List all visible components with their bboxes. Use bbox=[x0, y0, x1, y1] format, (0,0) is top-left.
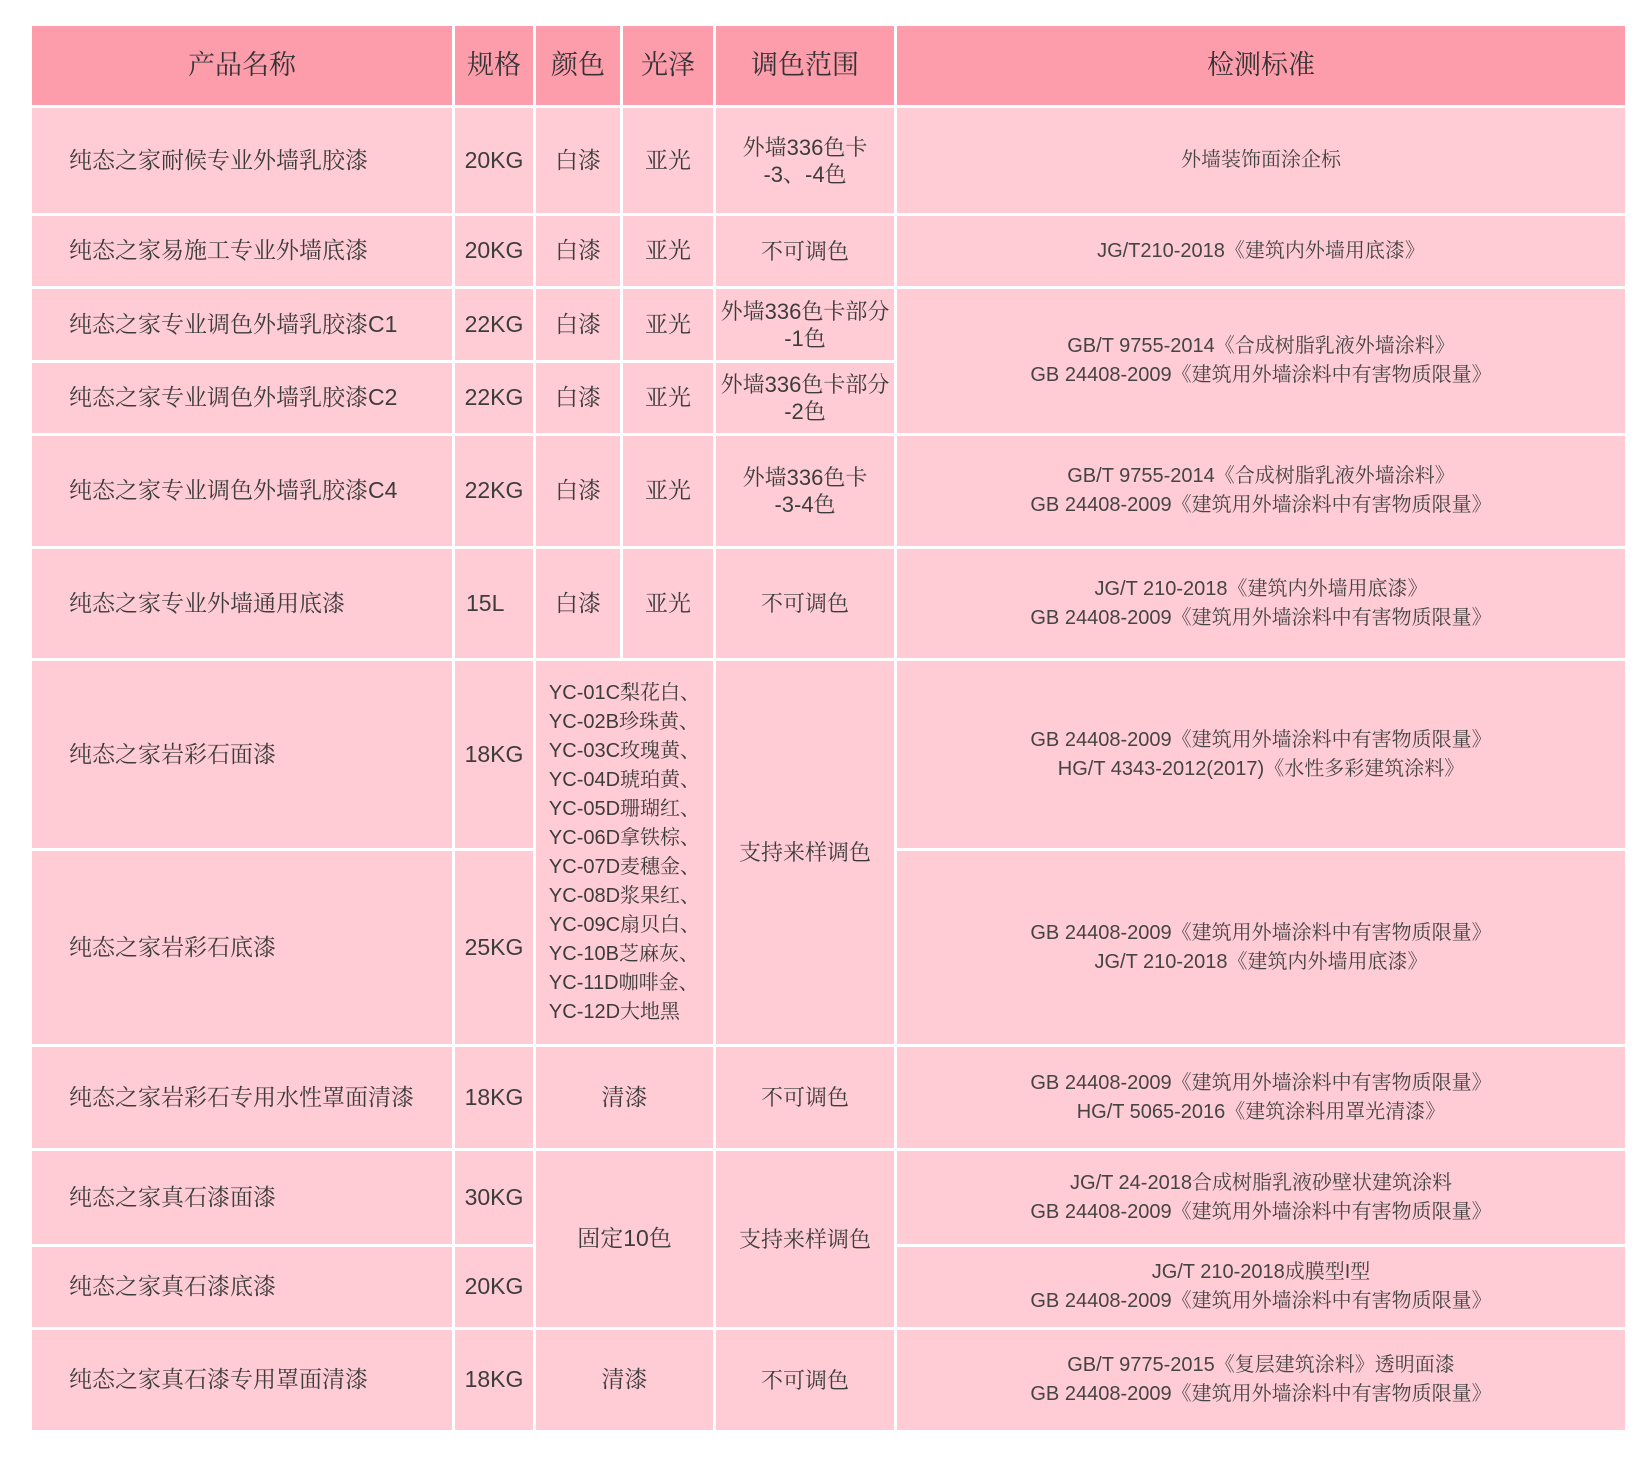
standard-line: GB 24408-2009《建筑用外墙涂料中有害物质限量》 bbox=[1030, 1071, 1492, 1094]
product-name-cell: 纯态之家岩彩石底漆 bbox=[31, 850, 454, 1046]
color-cell: 白漆 bbox=[535, 215, 622, 288]
color-list-cell bbox=[535, 660, 715, 1046]
standard-cell bbox=[896, 850, 1627, 1046]
spec-cell: 18KG bbox=[454, 1046, 535, 1150]
standard-cell bbox=[896, 1046, 1627, 1150]
standard-line: JG/T 210-2018成膜型I型 bbox=[1151, 1261, 1371, 1283]
standard-line: GB 24408-2009《建筑用外墙涂料中有害物质限量》 bbox=[1030, 1200, 1492, 1223]
spec-cell: 20KG bbox=[454, 1246, 535, 1329]
product-name-cell: 纯态之家岩彩石面漆 bbox=[31, 660, 454, 850]
product-name-cell: 纯态之家耐候专业外墙乳胶漆 bbox=[31, 107, 454, 215]
gloss-cell: 亚光 bbox=[622, 107, 715, 215]
standard-line: GB/T 9755-2014《合成树脂乳液外墙涂料》 bbox=[1067, 465, 1455, 487]
color-cell: 白漆 bbox=[535, 548, 622, 660]
color-list-item: YC-03C玫瑰黄、 bbox=[548, 739, 701, 762]
header-row bbox=[31, 25, 1627, 107]
header-product-name: 产品名称 bbox=[31, 25, 454, 107]
standard-line: GB 24408-2009《建筑用外墙涂料中有害物质限量》 bbox=[1030, 606, 1492, 629]
standard-line: JG/T 210-2018《建筑内外墙用底漆》 bbox=[1094, 577, 1428, 600]
product-name-cell: 纯态之家真石漆专用罩面清漆 bbox=[31, 1329, 454, 1432]
gloss-cell: 亚光 bbox=[622, 215, 715, 288]
color-list-item: YC-07D麦穗金、 bbox=[548, 855, 701, 878]
product-name-cell: 纯态之家真石漆底漆 bbox=[31, 1246, 454, 1329]
standard-cell bbox=[896, 435, 1627, 548]
table-row bbox=[31, 107, 1627, 215]
table-row bbox=[31, 215, 1627, 288]
standard-cell bbox=[896, 288, 1627, 435]
color-cell: 固定10色 bbox=[535, 1150, 715, 1329]
standard-line: GB 24408-2009《建筑用外墙涂料中有害物质限量》 bbox=[1030, 364, 1492, 386]
color-cell: 白漆 bbox=[535, 435, 622, 548]
spec-cell: 20KG bbox=[454, 107, 535, 215]
standard-line: HG/T 5065-2016《建筑涂料用罩光清漆》 bbox=[1076, 1100, 1446, 1123]
color-cell: 白漆 bbox=[535, 107, 622, 215]
tint-range-cell: 不可调色 bbox=[715, 548, 896, 660]
color-list bbox=[549, 679, 700, 1027]
table-body bbox=[31, 25, 1627, 1432]
table-row bbox=[31, 1329, 1627, 1432]
standard-cell bbox=[896, 1246, 1627, 1329]
product-name-cell: 纯态之家岩彩石专用水性罩面清漆 bbox=[31, 1046, 454, 1150]
header-standard: 检测标准 bbox=[896, 25, 1627, 107]
color-list-item: YC-02B珍珠黄、 bbox=[548, 710, 699, 733]
table-row bbox=[31, 1150, 1627, 1246]
standard-line: GB 24408-2009《建筑用外墙涂料中有害物质限量》 bbox=[1030, 921, 1492, 944]
standard-line: GB 24408-2009《建筑用外墙涂料中有害物质限量》 bbox=[1030, 1290, 1492, 1312]
header-tint-range: 调色范围 bbox=[715, 25, 896, 107]
standard-line: JG/T210-2018《建筑内外墙用底漆》 bbox=[1097, 239, 1425, 262]
tint-range-cell: 不可调色 bbox=[715, 215, 896, 288]
gloss-cell: 亚光 bbox=[622, 288, 715, 362]
spec-cell: 15L bbox=[454, 548, 535, 660]
table-row bbox=[31, 660, 1627, 850]
color-cell: 白漆 bbox=[535, 288, 622, 362]
spec-cell: 22KG bbox=[454, 435, 535, 548]
standard-line: GB/T 9755-2014《合成树脂乳液外墙涂料》 bbox=[1067, 335, 1455, 357]
spec-cell: 18KG bbox=[454, 660, 535, 850]
spec-cell: 22KG bbox=[454, 288, 535, 362]
standard-line: JG/T 24-2018合成树脂乳液砂壁状建筑涂料 bbox=[1070, 1171, 1452, 1194]
table-row bbox=[31, 288, 1627, 362]
standard-line: GB 24408-2009《建筑用外墙涂料中有害物质限量》 bbox=[1030, 1383, 1492, 1405]
table-row bbox=[31, 435, 1627, 548]
color-list-item: YC-10B芝麻灰、 bbox=[548, 942, 699, 965]
product-name-cell: 纯态之家专业调色外墙乳胶漆C2 bbox=[31, 362, 454, 435]
color-cell: 清漆 bbox=[535, 1046, 715, 1150]
color-list-item: YC-06D拿铁棕、 bbox=[548, 826, 701, 849]
product-name-cell: 纯态之家专业外墙通用底漆 bbox=[31, 548, 454, 660]
standard-cell bbox=[896, 215, 1627, 288]
standard-cell bbox=[896, 107, 1627, 215]
spec-cell: 25KG bbox=[454, 850, 535, 1046]
standard-cell bbox=[896, 660, 1627, 850]
standard-line: 外墙装饰面涂企标 bbox=[1181, 149, 1341, 171]
color-list-item: YC-09C扇贝白、 bbox=[548, 913, 701, 936]
color-list-item: YC-01C梨花白、 bbox=[548, 681, 701, 704]
spec-table bbox=[29, 23, 1628, 1433]
spec-cell: 22KG bbox=[454, 362, 535, 435]
color-list-item: YC-05D珊瑚红、 bbox=[548, 797, 701, 820]
tint-range-cell: 外墙336色卡部分 -2色 bbox=[715, 362, 896, 435]
product-name-cell: 纯态之家真石漆面漆 bbox=[31, 1150, 454, 1246]
spec-cell: 20KG bbox=[454, 215, 535, 288]
gloss-cell: 亚光 bbox=[622, 362, 715, 435]
tint-range-cell: 不可调色 bbox=[715, 1329, 896, 1432]
gloss-cell: 亚光 bbox=[622, 435, 715, 548]
standard-line: HG/T 4343-2012(2017)《水性多彩建筑涂料》 bbox=[1057, 757, 1465, 780]
tint-range-cell: 支持来样调色 bbox=[715, 1150, 896, 1329]
color-list-item: YC-12D大地黑 bbox=[548, 1000, 681, 1023]
gloss-cell: 亚光 bbox=[622, 548, 715, 660]
standard-line: JG/T 210-2018《建筑内外墙用底漆》 bbox=[1094, 950, 1428, 973]
tint-range-cell: 外墙336色卡部分 -1色 bbox=[715, 288, 896, 362]
header-spec: 规格 bbox=[454, 25, 535, 107]
product-name-cell: 纯态之家专业调色外墙乳胶漆C4 bbox=[31, 435, 454, 548]
standard-line: GB/T 9775-2015《复层建筑涂料》透明面漆 bbox=[1067, 1354, 1455, 1376]
tint-range-cell: 不可调色 bbox=[715, 1046, 896, 1150]
header-color: 颜色 bbox=[535, 25, 622, 107]
header-gloss: 光泽 bbox=[622, 25, 715, 107]
product-name-cell: 纯态之家易施工专业外墙底漆 bbox=[31, 215, 454, 288]
spec-cell: 18KG bbox=[454, 1329, 535, 1432]
color-list-item: YC-04D琥珀黄、 bbox=[548, 768, 701, 791]
standard-line: GB 24408-2009《建筑用外墙涂料中有害物质限量》 bbox=[1030, 494, 1492, 516]
color-cell: 清漆 bbox=[535, 1329, 715, 1432]
standard-cell bbox=[896, 1150, 1627, 1246]
tint-range-cell: 支持来样调色 bbox=[715, 660, 896, 1046]
color-cell: 白漆 bbox=[535, 362, 622, 435]
standard-cell bbox=[896, 1329, 1627, 1432]
standard-line: GB 24408-2009《建筑用外墙涂料中有害物质限量》 bbox=[1030, 728, 1492, 751]
spec-cell: 30KG bbox=[454, 1150, 535, 1246]
table-row bbox=[31, 1046, 1627, 1150]
color-list-item: YC-11D咖啡金、 bbox=[548, 971, 699, 994]
table-row bbox=[31, 548, 1627, 660]
tint-range-cell: 外墙336色卡 -3-4色 bbox=[715, 435, 896, 548]
standard-cell bbox=[896, 548, 1627, 660]
tint-range-cell: 外墙336色卡 -3、-4色 bbox=[715, 107, 896, 215]
product-name-cell: 纯态之家专业调色外墙乳胶漆C1 bbox=[31, 288, 454, 362]
color-list-item: YC-08D浆果红、 bbox=[548, 884, 701, 907]
